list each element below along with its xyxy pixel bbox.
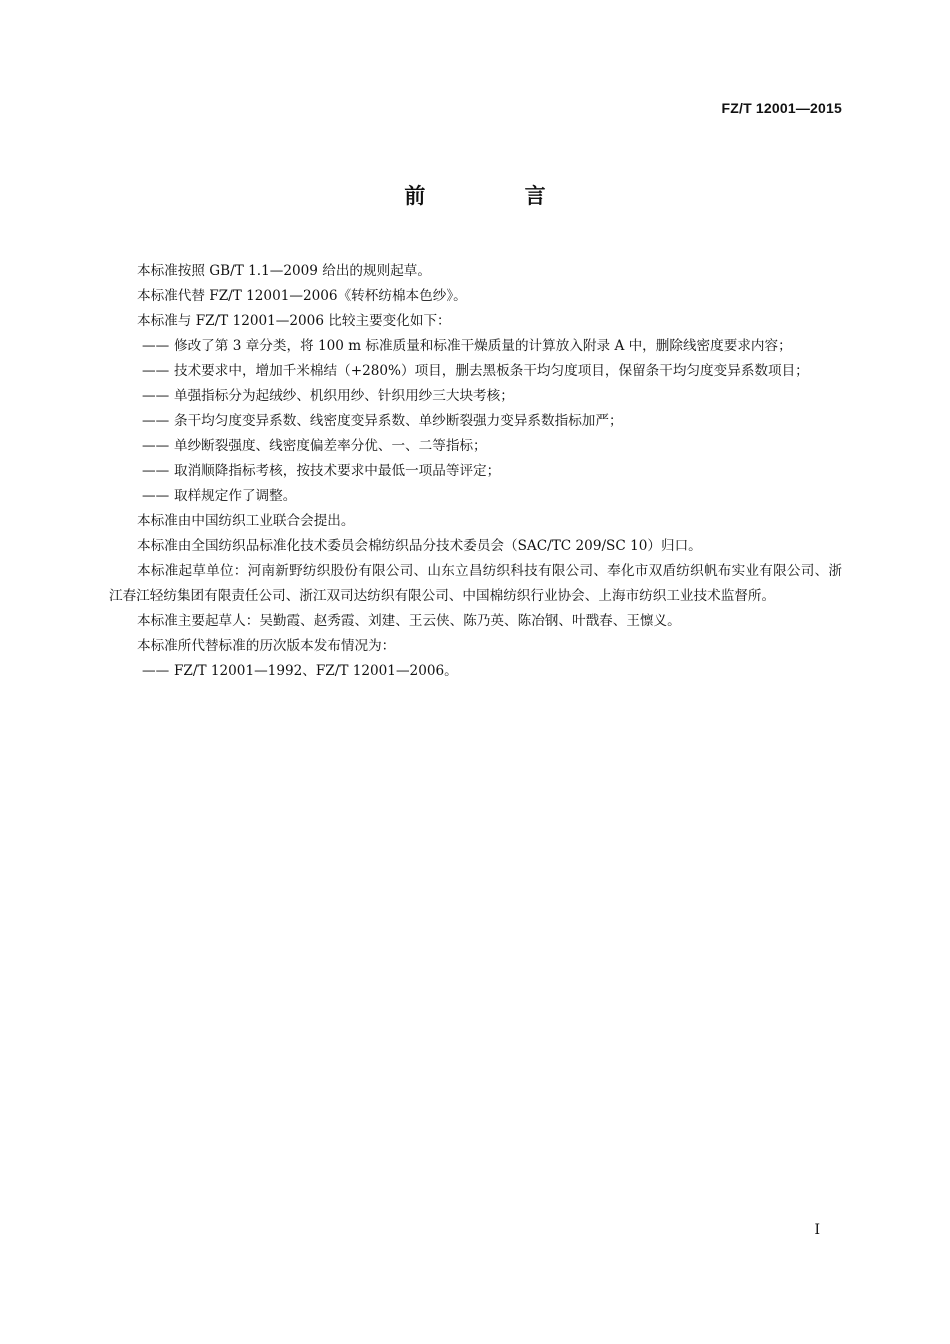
list-item-text: 条干均匀度变异系数、线密度变异系数、单纱断裂强力变异系数指标加严； bbox=[174, 413, 623, 429]
page-number: I bbox=[814, 1222, 820, 1238]
dash-mark: —— bbox=[142, 388, 170, 404]
paragraph: 本标准所代替标准的历次版本发布情况为： bbox=[137, 638, 396, 654]
dash-mark: —— bbox=[142, 338, 170, 354]
standard-code: FZ/T 12001—2015 bbox=[721, 100, 842, 116]
paragraph: 本标准由中国纺织工业联合会提出。 bbox=[137, 513, 355, 529]
page-title: 前 言 bbox=[404, 183, 592, 208]
paragraph: 本标准代替 FZ/T 12001—2006《转杯纺棉本色纱》。 bbox=[137, 288, 467, 304]
list-item bbox=[109, 434, 842, 459]
list-item bbox=[109, 409, 842, 434]
list-item-text: 技术要求中，增加千米棉结（+280%）项目，删去黑板条干均匀度项目，保留条干均匀度变异系数项目； bbox=[174, 363, 809, 379]
paragraph: 本标准起草单位：河南新野纺织股份有限公司、山东立昌纺织科技有限公司、奉化市双盾纺织帆布实业有限公司、浙江春江轻纺集团有限责任公司、浙江双司达纺织有限公司、中国棉纺织行业协会、上海市纺织工业技术监督所。 bbox=[109, 563, 842, 604]
list-item bbox=[109, 334, 842, 359]
list-item-text: 取样规定作了调整。 bbox=[174, 488, 297, 504]
list-item bbox=[109, 484, 842, 509]
dash-mark: —— bbox=[142, 438, 170, 454]
dash-mark: —— bbox=[142, 413, 170, 429]
dash-mark: —— bbox=[142, 363, 170, 379]
list-item bbox=[109, 459, 842, 484]
list-item bbox=[109, 384, 842, 409]
dash-mark: —— bbox=[142, 463, 170, 479]
list-item-text: 单纱断裂强度、线密度偏差率分优、一、二等指标； bbox=[174, 438, 487, 454]
list-item-text: 取消顺降指标考核，按技术要求中最低一项品等评定； bbox=[174, 463, 501, 479]
paragraph: 本标准主要起草人：吴勤霞、赵秀霞、刘建、王云侠、陈乃英、陈冶钢、叶戬春、王懔义。 bbox=[137, 613, 681, 629]
dash-mark: —— bbox=[142, 663, 170, 679]
list-item-text: 修改了第 3 章分类，将 100 m 标准质量和标准干燥质量的计算放入附录 A 中，删除线密度要求内容； bbox=[174, 338, 792, 354]
paragraph: 本标准由全国纺织品标准化技术委员会棉纺织品分技术委员会（SAC/TC 209/SC 10）归口。 bbox=[137, 538, 702, 554]
document-body bbox=[109, 259, 842, 684]
list-item-text: 单强指标分为起绒纱、机织用纱、针织用纱三大块考核； bbox=[174, 388, 514, 404]
paragraph: 本标准按照 GB/T 1.1—2009 给出的规则起草。 bbox=[137, 263, 431, 279]
list-item bbox=[109, 359, 842, 384]
dash-mark: —— bbox=[142, 488, 170, 504]
paragraph: 本标准与 FZ/T 12001—2006 比较主要变化如下： bbox=[137, 313, 451, 329]
list-item bbox=[109, 659, 842, 684]
list-item-text: FZ/T 12001—1992、FZ/T 12001—2006。 bbox=[174, 663, 458, 679]
